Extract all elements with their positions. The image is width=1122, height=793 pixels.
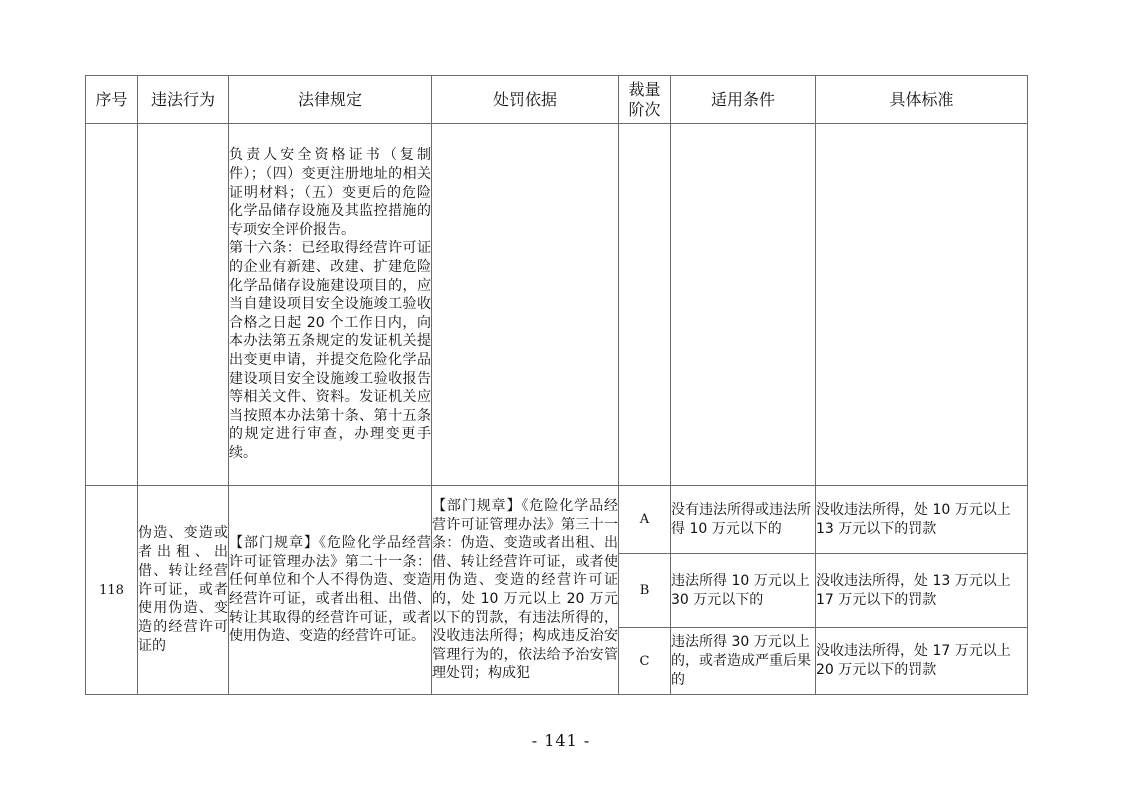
header-standard: 具体标准	[816, 76, 1028, 124]
condition-cell: 违法所得 30 万元以上的，或者造成严重后果的	[671, 628, 816, 695]
cont-violation-cell	[138, 124, 229, 486]
level-cell: A	[619, 486, 671, 554]
cont-standard-cell	[816, 124, 1028, 486]
law-cell: 【部门规章】《危险化学品经营许可证管理办法》第二十一条：任何单位和个人不得伪造、变造经营许可证，或者出租、出借、转让其取得的经营许可证，或者使用伪造、变造的经营许可证。	[229, 486, 432, 695]
header-condition: 适用条件	[671, 76, 816, 124]
header-penalty-basis: 处罚依据	[432, 76, 619, 124]
standard-cell: 没收违法所得，处 13 万元以上 17 万元以下的罚款	[816, 554, 1028, 628]
penalty-table	[85, 75, 1028, 695]
page-number: - 141 -	[531, 731, 591, 750]
cont-law-cell: 负责人安全资格证书（复制件）；（四）变更注册地址的相关证明材料；（五）变更后的危险化学品储存设施及其监控措施的专项安全评价报告。 第十六条：已经取得经营许可证的企业有新建、改建、扩建危险化学品储存设施建设项目的，应当自建设项目安全设施竣工验收合格之日起 20 个工作日内，向本办法第五条规定的发证机关提出变更申请，并提交危险化学品建设项目安全设施竣工验收报告等相关文件、资料。发证机关应当按照本办法第十条、第十五条的规定进行审查，办理变更手续。	[229, 124, 432, 486]
cont-basis-cell	[432, 124, 619, 486]
cont-seq-cell	[86, 124, 138, 486]
header-law: 法律规定	[229, 76, 432, 124]
header-seq: 序号	[86, 76, 138, 124]
cont-condition-cell	[671, 124, 816, 486]
cont-level-cell	[619, 124, 671, 486]
condition-cell: 违法所得 10 万元以上 30 万元以下的	[671, 554, 816, 628]
standard-cell: 没收违法所得，处 10 万元以上 13 万元以下的罚款	[816, 486, 1028, 554]
violation-cell: 伪造、变造或者出租、出借、转让经营许可证，或者使用伪造、变造的经营许可证的	[138, 486, 229, 695]
seq-cell: 118	[86, 486, 138, 695]
header-row	[86, 76, 1028, 124]
header-level: 裁量 阶次	[619, 76, 671, 124]
condition-cell: 没有违法所得或违法所得 10 万元以下的	[671, 486, 816, 554]
table-row	[86, 486, 1028, 554]
penalty-basis-cell: 【部门规章】《危险化学品经营许可证管理办法》第三十一条：伪造、变造或者出租、出借、转让经营许可证，或者使用伪造、变造的经营许可证的，处 10 万元以上 20 万元以下的罚款，有违法所得的，没收违法所得；构成违反治安管理行为的，依法给予治安管理处罚；构成犯	[432, 486, 619, 695]
header-violation: 违法行为	[138, 76, 229, 124]
level-cell: C	[619, 628, 671, 695]
level-cell: B	[619, 554, 671, 628]
standard-cell: 没收违法所得，处 17 万元以上 20 万元以下的罚款	[816, 628, 1028, 695]
continued-row	[86, 124, 1028, 486]
